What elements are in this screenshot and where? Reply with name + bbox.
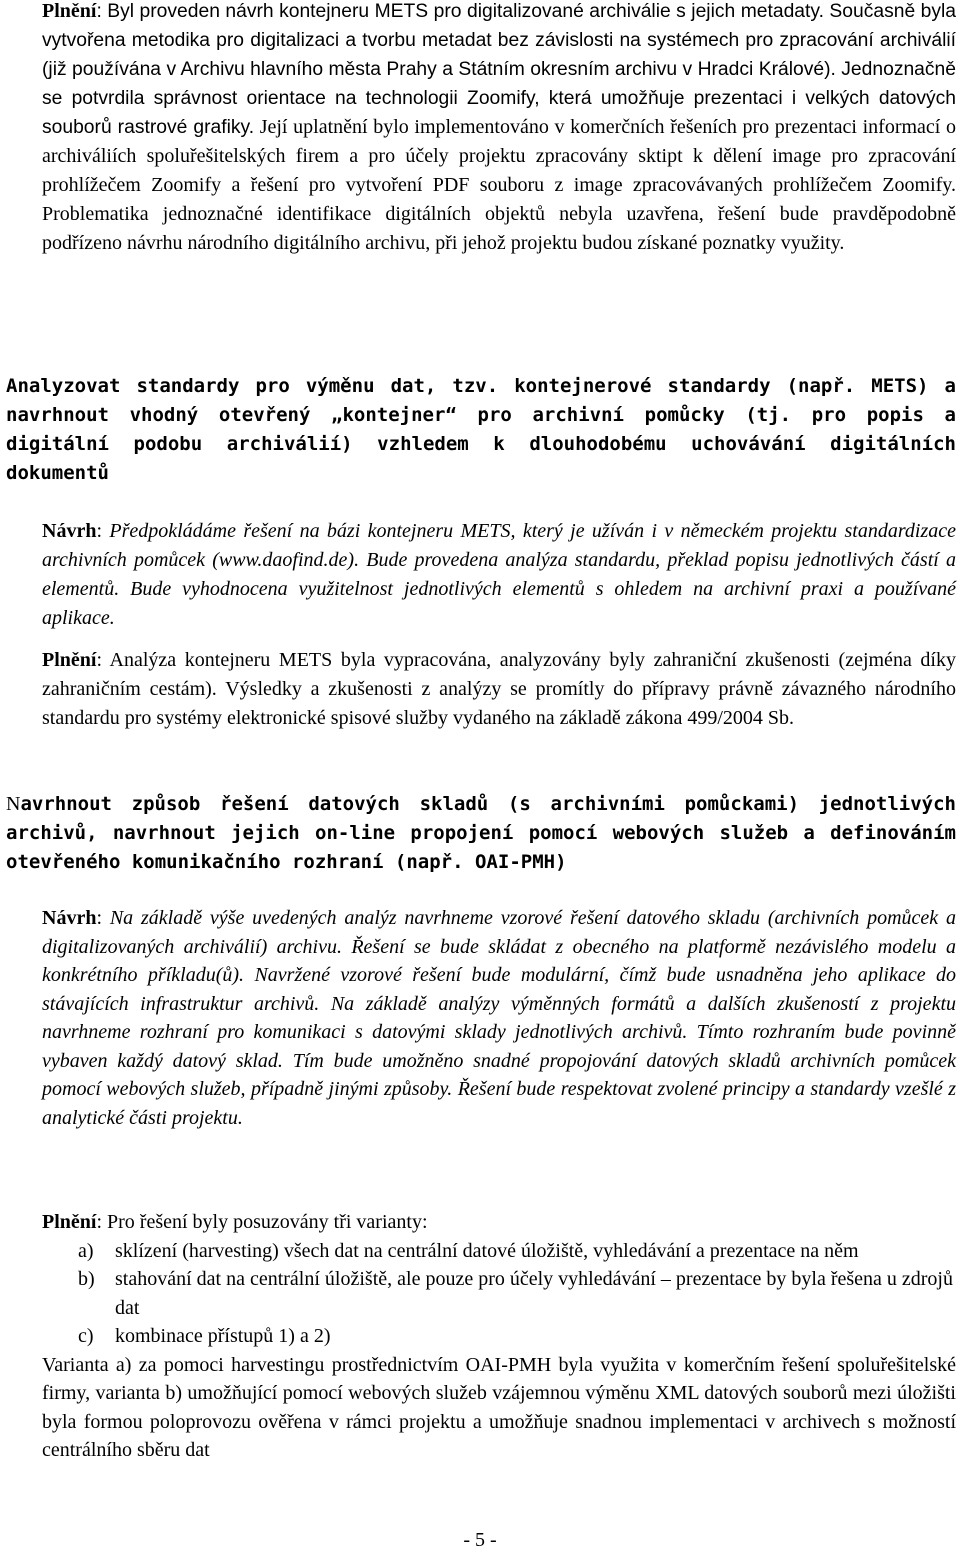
plneni-intro bbox=[42, 1208, 956, 1237]
label-navrh: Návrh bbox=[42, 520, 97, 542]
list-item-text: sklízení (harvesting) všech dat na centrální datové úložiště, vyhledávání a prezentace na něm bbox=[115, 1239, 859, 1262]
variant-list bbox=[42, 1237, 956, 1351]
list-marker: b) bbox=[78, 1268, 95, 1290]
label-colon: : bbox=[96, 907, 110, 929]
list-item bbox=[42, 1322, 956, 1351]
paragraph-navrh-2 bbox=[42, 904, 956, 1132]
list-item-text: stahování dat na centrální úložiště, ale pouze pro účely vyhledávání – prezentace by byla řešena u zdrojů dat bbox=[115, 1268, 953, 1319]
heading-analyzovat-standardy: Analyzovat standardy pro výměnu dat, tzv. kontejnerové standardy (např. METS) a navrhnout vhodný otevřený „kontejner“ pro archivní pomůcky (tj. pro popis a digitální podobu archiválií) vzhledem k dlouhodobému uchovávání digitálních dokumentů bbox=[6, 375, 956, 484]
paragraph-plneni-2 bbox=[42, 646, 956, 733]
list-marker: a) bbox=[78, 1239, 94, 1262]
list-item-text: kombinace přístupů 1) a 2) bbox=[115, 1325, 331, 1347]
list-item bbox=[42, 1265, 956, 1322]
paragraph-plneni-3 bbox=[42, 1208, 956, 1465]
heading-navrhnout-zpusob bbox=[6, 790, 956, 877]
paragraph-plneni-1 bbox=[42, 0, 956, 258]
heading-text: avrhnout způsob řešení datových skladů (s archivními pomůckami) jednotlivých archivů, navrhnout jejich on-line propojení pomocí webových služeb a definováním otevřeného komunikačního rozhraní (např. OAI-PMH) bbox=[6, 793, 956, 873]
paragraph-text: : Analýza kontejneru METS byla vypracována, analyzovány byly zahraniční zkušenosti (zejména díky zahraničním cestám). Výsledky a zkušenosti z analýzy se promítly do přípravy právně závazného národního standardu pro systémy elektronické spisové služby vydaného na základě zákona 499/2004 Sb. bbox=[42, 649, 956, 729]
label-plneni: Plnění bbox=[42, 0, 97, 22]
paragraph-text-sans: : Byl proveden návrh kontejneru METS pro digitalizované archiválie s jejich metadaty. Současně byla vytvořena metodika pro digitalizaci a tvorbu metadat bez závislosti na systémech pro zpracování archiválií (již používána v Archivu hlavního města Prahy a Státním okresním archivu v Hradci Králové). Jednoznačně se potvrdila správnost orientace na technologii Zoomify, která umožňuje prezentaci i velkých datových souborů rastrové grafiky. bbox=[42, 1, 956, 138]
page-number: - 5 - bbox=[463, 1529, 497, 1551]
paragraph-text: : Pro řešení byly posuzovány tři varianty: bbox=[96, 1211, 428, 1233]
list-item bbox=[42, 1237, 956, 1266]
label-colon: : bbox=[96, 520, 110, 542]
label-plneni: Plnění bbox=[42, 649, 97, 671]
paragraph-text-italic: Na základě výše uvedených analýz navrhneme vzorové řešení datového skladu (archivních pomůcek a digitalizovaných archiválií) archivu. Řešení se bude skládat z obecného na platformě nezávislého modelu a konkrétního příkladu(ů). Navržené vzorové řešení bude modulární, čímž bude usnadněna jeho aplikace do stávajících infrastruktur archivů. Na základě analýzy výměnných formátů a dalších zkušeností z projektu navrhneme rozhraní pro komunikaci s datovými sklady jednotlivých archivů. Tímto rozhraním bude povinně vybaven každý datový sklad. Tím bude umožněno snadné propojování datových skladů archivních pomůcek pomocí webových služeb, případně jinými způsoby. Řešení bude respektovat zvolené principy a standardy vzešlé z analytické části projektu. bbox=[42, 907, 957, 1129]
paragraph-text-serif: Její uplatnění bylo implementováno v komerčních řešeních pro prezentaci informací o archiváliích spoluřešitelských firem a pro účely projektu zpracovány sktipt k dělení image pro zpracování prohlížečem Zoomify a řešení pro vytvoření PDF souboru z image zpracovávaných prohlížečem Zoomify. Problematika jednoznačné identifikace digitálních objektů nebyla uzavřena, řešení bude pravděpodobně podřízeno návrhu národního digitálního archivu, při jehož projektu budou získané poznatky využity. bbox=[42, 116, 956, 254]
list-marker: c) bbox=[78, 1325, 94, 1347]
heading-initial: N bbox=[6, 793, 21, 815]
label-plneni: Plnění bbox=[42, 1211, 97, 1233]
paragraph-varianta: Varianta a) za pomoci harvestingu prostřednictvím OAI-PMH byla využita v komerčním řešení spoluřešitelské firmy, varianta b) umožňující pomocí webových služeb vzájemnou výměnu XML datových souborů mezi úložišti byla formou poloprovozu ověřena v rámci projektu a umožňuje snadnou implementaci v archivech s možností centrálního sběru dat bbox=[42, 1353, 956, 1461]
label-navrh: Návrh bbox=[42, 907, 97, 929]
paragraph-text-italic: Předpokládáme řešení na bázi kontejneru METS, který je užíván i v německém projektu standardizace archivních pomůcek (www.daofind.de). Bude provedena analýza standardu, překlad popisu jednotlivých částí a elementů. Bude vyhodnocena využitelnost jednotlivých elementů s ohledem na archivní praxi a používané aplikace. bbox=[42, 520, 956, 629]
paragraph-navrh-1 bbox=[42, 517, 956, 633]
